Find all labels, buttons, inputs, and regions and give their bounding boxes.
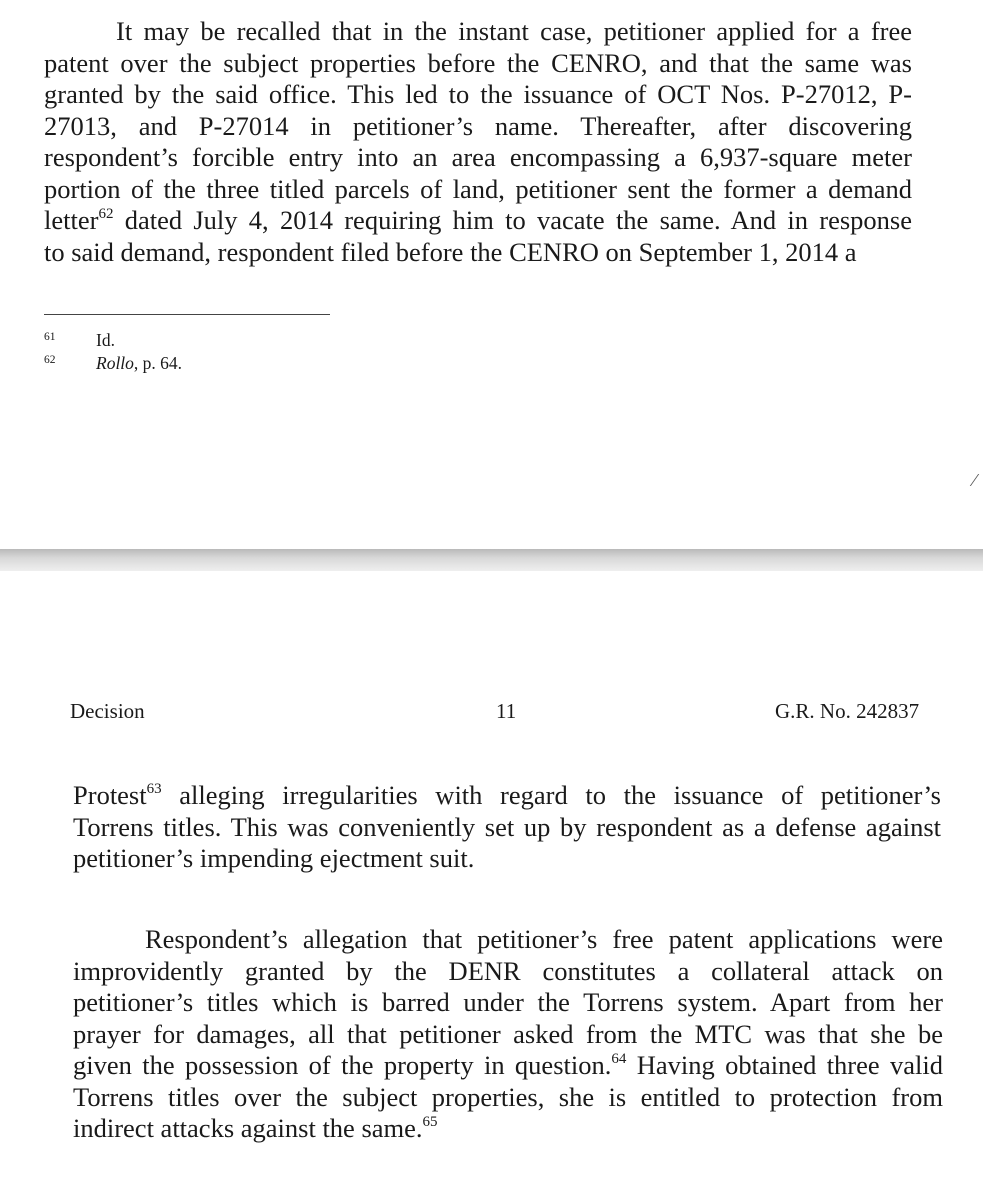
body-paragraph-1 [44, 16, 912, 268]
text-line: petitioner’s impending ejectment suit. [73, 843, 475, 873]
text-line: Respondent’s allegation that petitioner’s free patent applications were [145, 924, 943, 954]
body-paragraph-3 [73, 924, 943, 1145]
text-line: to said demand, respondent filed before the CENRO on September 1, 2014 a [44, 236, 857, 267]
header-title: Decision [70, 699, 145, 723]
footnote-separator [44, 314, 330, 315]
footnote-number: 62 [44, 354, 56, 366]
scan-mark [970, 474, 983, 486]
text-line: portion of the three titled parcels of land, petitioner sent the former a demand [44, 173, 912, 204]
footnote-text: Id. [96, 330, 115, 350]
text-line: indirect attacks against the same.$^{65}$ [73, 1113, 438, 1143]
text-line: It may be recalled that in the instant case, petitioner applied for a free [116, 16, 912, 46]
text-line: letter$^{62}$ dated July 4, 2014 requiring him to vacate the same. And in response [44, 205, 912, 235]
text-line: granted by the said office. This led to the issuance of OCT Nos. P-27012, P- [44, 79, 912, 109]
text-line: improvidently granted by the DENR constitutes a collateral attack on [73, 955, 943, 986]
page-number: 11 [496, 699, 517, 723]
footnote-ref-65: 65 [422, 1114, 438, 1130]
text-line: Torrens titles over the subject properties, she is entitled to protection from [73, 1081, 943, 1112]
footnote-ref-62: 62 [98, 206, 114, 222]
text-line: prayer for damages, all that petitioner asked from the MTC was that she be [73, 1018, 943, 1049]
text-line: 27013, and P-27014 in petitioner’s name. Thereafter, after discovering [44, 110, 912, 141]
footnote-ref-63: 63 [146, 781, 162, 797]
text-line: petitioner’s titles which is barred under the Torrens system. Apart from her [73, 987, 943, 1017]
page-separator [0, 549, 983, 571]
text-line: given the possession of the property in question.$^{64}$ Having obtained three valid [73, 1050, 943, 1080]
footnote-number: 61 [44, 331, 56, 343]
body-paragraph-2 [73, 780, 941, 875]
case-number: G.R. No. 242837 [775, 699, 920, 723]
text-line: respondent’s forcible entry into an area encompassing a 6,937-square meter [44, 142, 912, 172]
text-line: Protest$^{63}$ alleging irregularities with regard to the issuance of petitioner’s [73, 780, 941, 810]
footnote-ref-64: 64 [611, 1051, 627, 1067]
text-line: Torrens titles. This was conveniently set up by respondent as a defense against [73, 811, 941, 842]
text-line: patent over the subject properties before the CENRO, and that the same was [44, 47, 912, 78]
footnote-text: Rollo, p. 64. [96, 353, 183, 373]
page-top [0, 0, 983, 549]
